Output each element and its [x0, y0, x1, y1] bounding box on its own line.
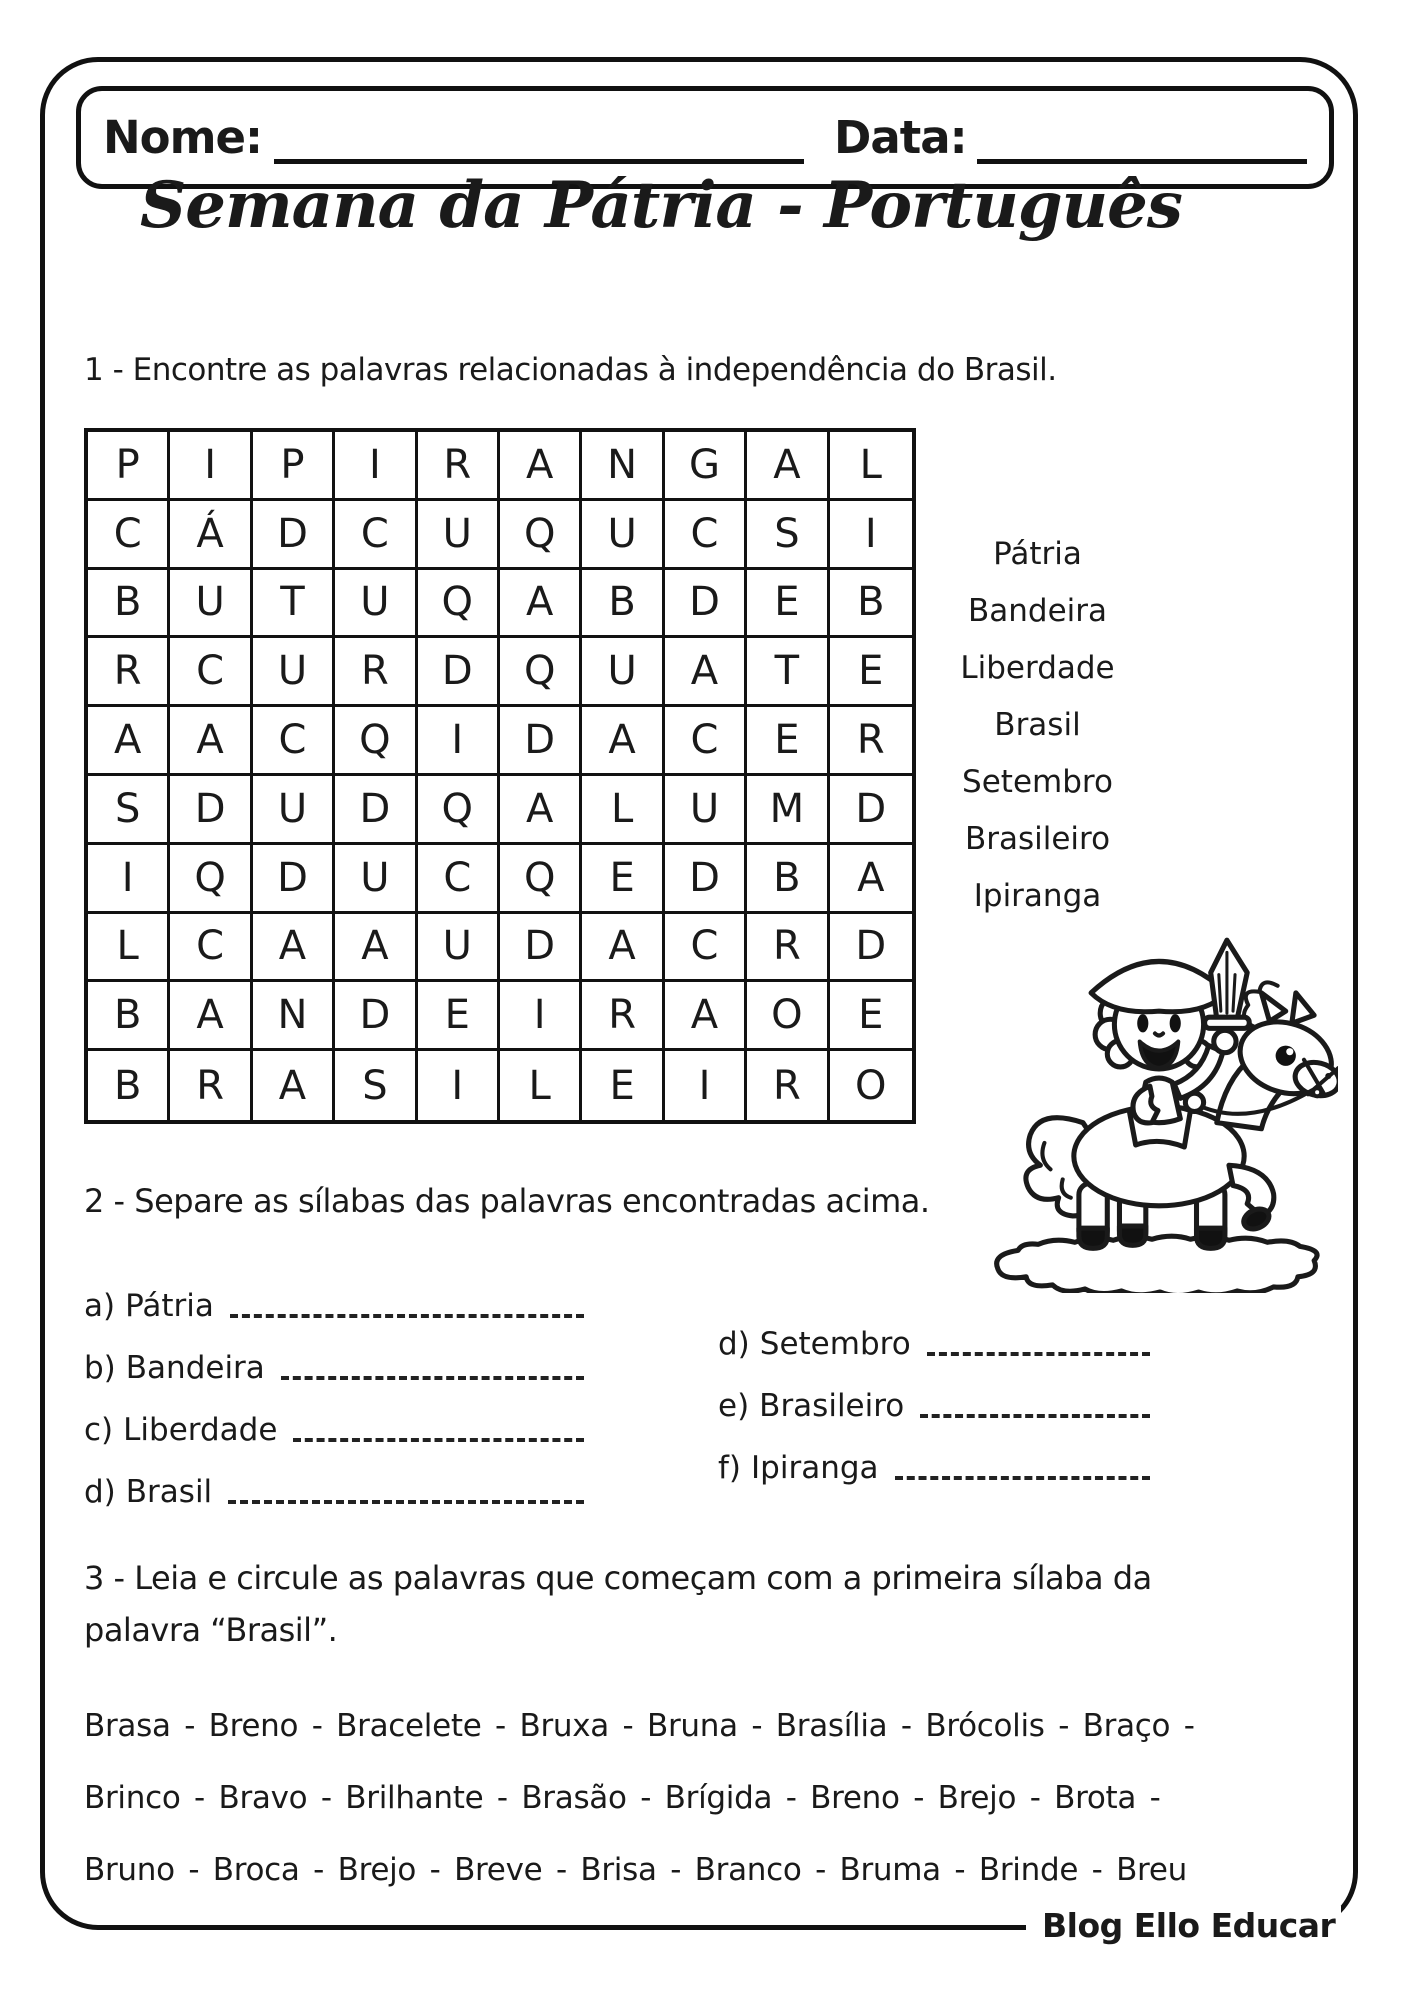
syllable-blank[interactable] [895, 1476, 1150, 1480]
grid-cell: I [418, 707, 500, 776]
horse-ear [1261, 993, 1314, 1023]
syllable-item [718, 1300, 1150, 1362]
grid-cell: B [88, 1051, 170, 1120]
grid-cell: E [582, 1051, 664, 1120]
grid-cell: P [88, 432, 170, 501]
grid-cell: B [830, 570, 912, 639]
page-title: Semana da Pátria - Português [140, 168, 1182, 243]
exercise2-instruction: 2 - Separe as sílabas das palavras encontradas acima. [84, 1182, 930, 1220]
grid-cell: A [500, 432, 582, 501]
grid-cell: E [418, 982, 500, 1051]
instruction-line: 3 - Leia e circule as palavras que começam com a primeira sílaba da [84, 1559, 1152, 1597]
grid-cell: E [830, 638, 912, 707]
grid-cell: U [665, 776, 747, 845]
grid-cell: D [830, 776, 912, 845]
grid-cell: G [665, 432, 747, 501]
grid-cell: U [335, 845, 417, 914]
exercise1-instruction: 1 - Encontre as palavras relacionadas à independência do Brasil. [84, 352, 1057, 388]
grid-cell: L [500, 1051, 582, 1120]
word-list [905, 526, 1170, 925]
item-letter: b) [84, 1350, 116, 1386]
syllable-blank[interactable] [927, 1352, 1150, 1356]
syllable-item [84, 1324, 584, 1386]
grid-cell: D [335, 776, 417, 845]
horse-rider-illustration [980, 928, 1338, 1293]
grid-cell: Á [170, 501, 252, 570]
grid-cell: R [335, 638, 417, 707]
exercise3-word-lines [84, 1690, 1344, 1906]
grid-cell: I [418, 1051, 500, 1120]
grid-cell: D [830, 914, 912, 983]
grid-cell: O [747, 982, 829, 1051]
grid-cell: U [335, 570, 417, 639]
grid-cell: P [253, 432, 335, 501]
grid-cell: U [418, 501, 500, 570]
grid-cell: D [418, 638, 500, 707]
grid-cell: U [582, 501, 664, 570]
grid-cell: E [747, 570, 829, 639]
item-letter: c) [84, 1412, 114, 1448]
word-search-grid [84, 428, 916, 1124]
item-word: Ipiranga [751, 1450, 879, 1486]
grass-patch [997, 1236, 1317, 1293]
grid-cell: A [500, 776, 582, 845]
grid-cell: C [170, 638, 252, 707]
footer-credit: Blog Ello Educar [1026, 1906, 1341, 1945]
syllable-blank[interactable] [228, 1500, 584, 1504]
grid-cell: A [170, 707, 252, 776]
grid-cell: D [500, 914, 582, 983]
grid-cell: A [665, 982, 747, 1051]
grid-cell: Q [418, 776, 500, 845]
grid-cell: R [88, 638, 170, 707]
grid-cell: A [88, 707, 170, 776]
sword-blade [1211, 940, 1248, 1019]
item-word: Bandeira [125, 1350, 265, 1386]
item-letter: d) [84, 1474, 116, 1510]
grid-cell: D [665, 570, 747, 639]
item-word: Liberdade [123, 1412, 278, 1448]
grid-cell: A [665, 638, 747, 707]
grid-cell: C [88, 501, 170, 570]
grid-cell: D [253, 501, 335, 570]
grid-cell: I [170, 432, 252, 501]
grid-cell: C [335, 501, 417, 570]
exercise2-right-column [718, 1300, 1150, 1486]
syllable-blank[interactable] [281, 1376, 584, 1380]
syllable-blank[interactable] [920, 1414, 1150, 1418]
item-letter: e) [718, 1388, 750, 1424]
grid-cell: L [88, 914, 170, 983]
exercise3-instruction [84, 1552, 1344, 1656]
grid-cell: A [500, 570, 582, 639]
item-word: Setembro [759, 1326, 911, 1362]
grid-cell: B [88, 982, 170, 1051]
grid-cell: A [253, 1051, 335, 1120]
item-letter: a) [84, 1288, 116, 1324]
grid-cell: A [830, 845, 912, 914]
grid-cell: E [747, 707, 829, 776]
grid-cell: D [665, 845, 747, 914]
word-list-item: Setembro [962, 764, 1113, 800]
grid-cell: N [253, 982, 335, 1051]
grid-cell: E [582, 845, 664, 914]
grid-cell: Q [170, 845, 252, 914]
grid-cell: R [582, 982, 664, 1051]
syllable-item [84, 1386, 584, 1448]
item-letter: d) [718, 1326, 750, 1362]
word-line: Brinco - Bravo - Brilhante - Brasão - Brígida - Breno - Brejo - Brota - [84, 1780, 1161, 1816]
grid-cell: C [170, 914, 252, 983]
grid-cell: B [88, 570, 170, 639]
word-list-item: Ipiranga [973, 878, 1102, 914]
grid-cell: R [170, 1051, 252, 1120]
grid-cell: B [582, 570, 664, 639]
grid-cell: T [253, 570, 335, 639]
grid-cell: Q [335, 707, 417, 776]
syllable-item [84, 1448, 584, 1510]
syllable-item [718, 1362, 1150, 1424]
grid-cell: Q [500, 638, 582, 707]
grid-cell: Q [500, 845, 582, 914]
grid-cell: L [582, 776, 664, 845]
grid-cell: A [253, 914, 335, 983]
syllable-blank[interactable] [293, 1438, 584, 1442]
grid-cell: U [253, 776, 335, 845]
grid-cell: T [747, 638, 829, 707]
grid-cell: A [335, 914, 417, 983]
grid-cell: D [253, 845, 335, 914]
date-write-line[interactable] [977, 159, 1307, 164]
instruction-line: palavra “Brasil”. [84, 1611, 338, 1649]
item-word: Brasil [125, 1474, 213, 1510]
grid-cell: U [582, 638, 664, 707]
grid-cell: S [747, 501, 829, 570]
syllable-blank[interactable] [230, 1314, 584, 1318]
grid-cell: A [747, 432, 829, 501]
name-label: Nome: [103, 111, 262, 164]
grid-cell: S [335, 1051, 417, 1120]
grid-cell: A [582, 914, 664, 983]
grid-cell: D [500, 707, 582, 776]
word-list-item: Brasileiro [964, 821, 1111, 857]
grid-cell: I [335, 432, 417, 501]
word-line: Brasa - Breno - Bracelete - Bruxa - Bruna - Brasília - Brócolis - Braço - [84, 1708, 1195, 1744]
word-list-item: Brasil [994, 707, 1081, 743]
sword-guard [1205, 1017, 1250, 1028]
word-list-item: Bandeira [967, 593, 1107, 629]
grid-cell: C [665, 914, 747, 983]
grid-cell: R [747, 1051, 829, 1120]
item-word: Brasileiro [759, 1388, 905, 1424]
grid-cell: A [582, 707, 664, 776]
word-list-item: Liberdade [960, 650, 1115, 686]
grid-cell: C [253, 707, 335, 776]
rider-hand [1214, 1030, 1236, 1052]
bicorne-hat [1091, 961, 1227, 1011]
grid-cell: B [747, 845, 829, 914]
grid-cell: A [170, 982, 252, 1051]
grid-cell: C [418, 845, 500, 914]
name-write-line[interactable] [274, 159, 804, 164]
grid-cell: L [830, 432, 912, 501]
grid-cell: M [747, 776, 829, 845]
grid-cell: I [665, 1051, 747, 1120]
grid-cell: Q [500, 501, 582, 570]
word-line: Bruno - Broca - Brejo - Breve - Brisa - Branco - Bruma - Brinde - Breu [84, 1852, 1187, 1888]
grid-cell: D [335, 982, 417, 1051]
grid-cell: Q [418, 570, 500, 639]
grid-cell: C [665, 707, 747, 776]
item-letter: f) [718, 1450, 742, 1486]
grid-cell: I [830, 501, 912, 570]
grid-cell: C [665, 501, 747, 570]
grid-cell: U [253, 638, 335, 707]
grid-cell: R [747, 914, 829, 983]
item-word: Pátria [125, 1288, 214, 1324]
exercise2-left-column [84, 1262, 584, 1510]
grid-cell: U [170, 570, 252, 639]
grid-cell: S [88, 776, 170, 845]
word-list-item: Pátria [993, 536, 1082, 572]
grid-cell: E [830, 982, 912, 1051]
grid-cell: I [500, 982, 582, 1051]
grid-cell: R [830, 707, 912, 776]
date-label: Data: [833, 111, 967, 164]
syllable-item [84, 1262, 584, 1324]
grid-cell: D [170, 776, 252, 845]
grid-cell: U [418, 914, 500, 983]
grid-cell: I [88, 845, 170, 914]
grid-cell: O [855, 1062, 887, 1109]
grid-cell: N [582, 432, 664, 501]
syllable-item [718, 1424, 1150, 1486]
grid-cell: R [418, 432, 500, 501]
